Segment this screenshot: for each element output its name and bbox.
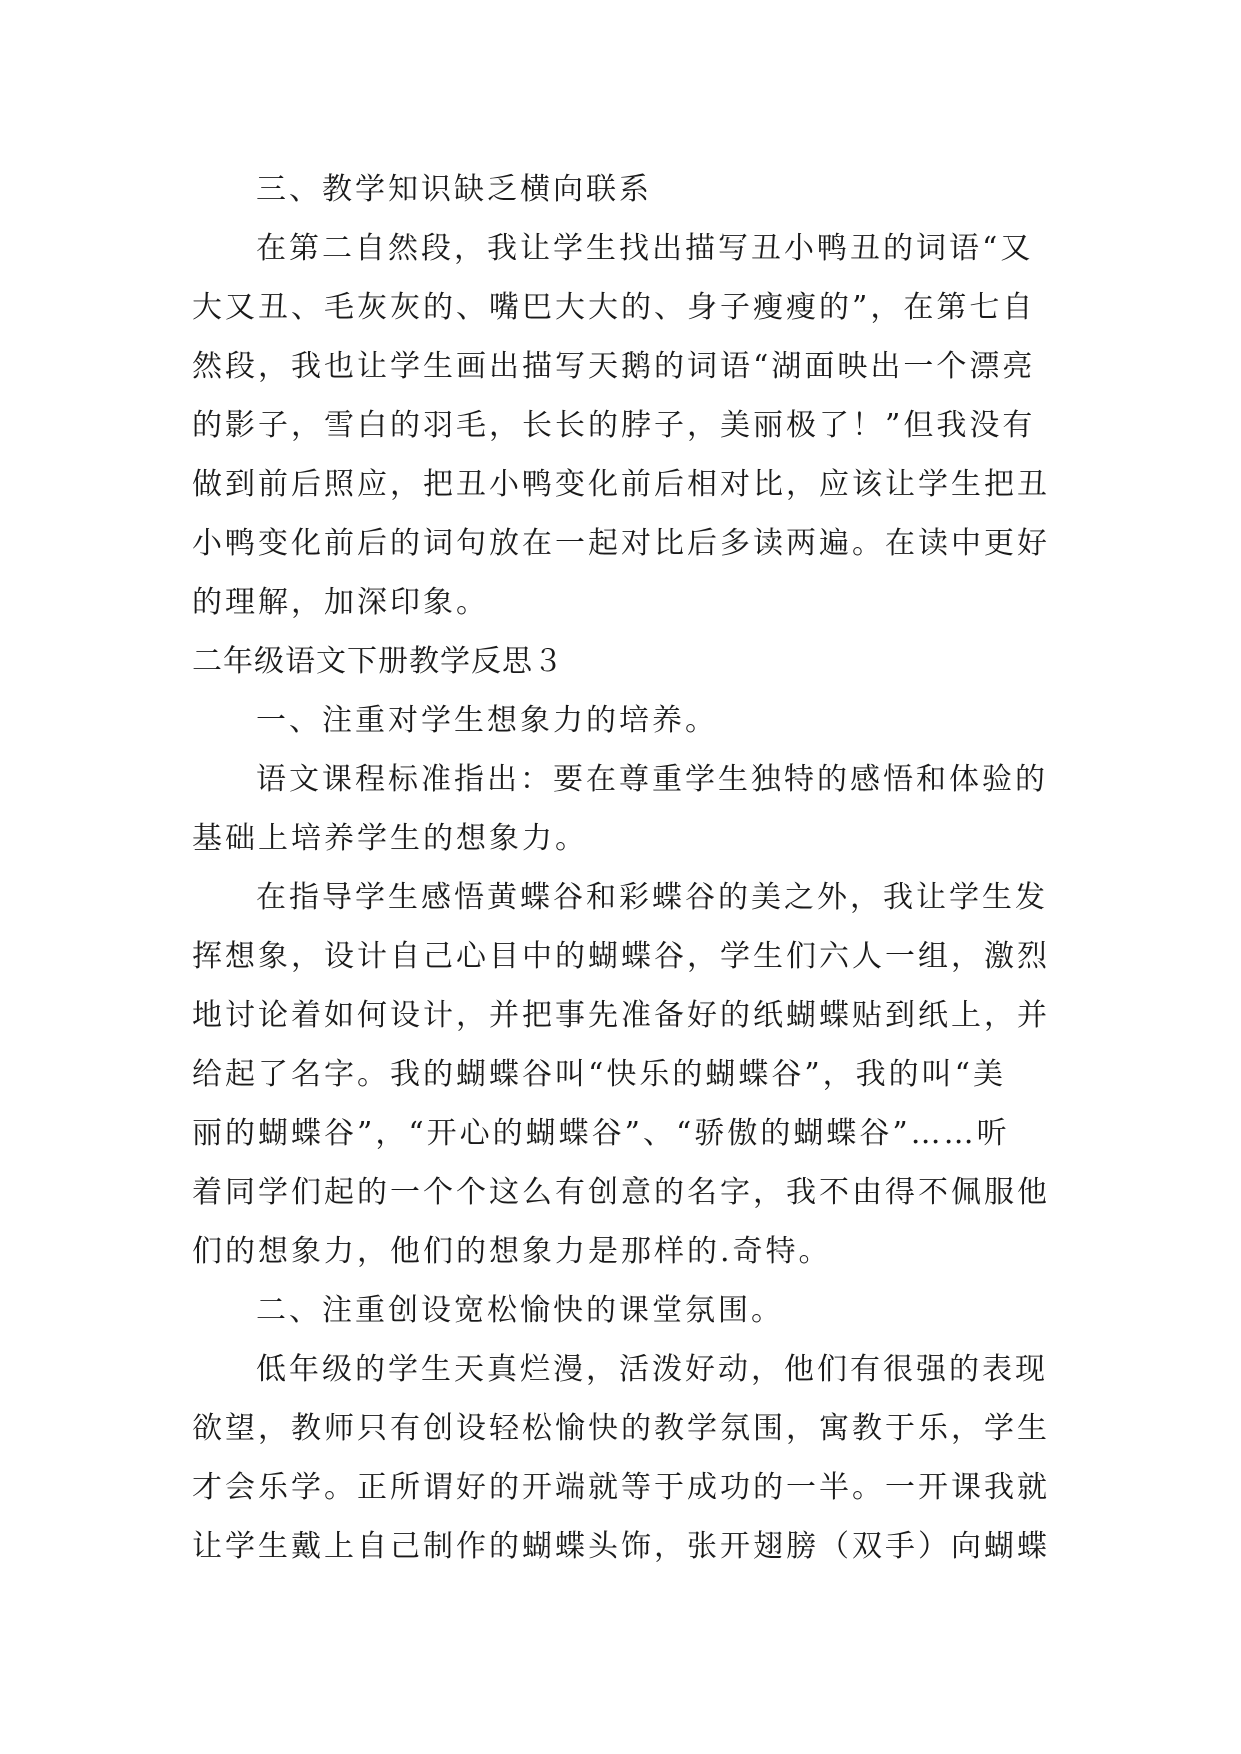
paragraph-line: 挥想象，设计自己心目中的蝴蝶谷，学生们六人一组，激烈 xyxy=(192,939,1050,974)
section-heading: 二、注重创设宽松愉快的课堂氛围。 xyxy=(256,1293,784,1328)
paragraph-line: 基础上培养学生的想象力。 xyxy=(192,821,588,856)
paragraph-line: 给起了名字。我的蝴蝶谷叫“快乐的蝴蝶谷”，我的叫“美 xyxy=(192,1057,1007,1092)
paragraph-line: 低年级的学生天真烂漫，活泼好动，他们有很强的表现 xyxy=(256,1352,1048,1387)
paragraph-line: 地讨论着如何设计，并把事先准备好的纸蝴蝶贴到纸上，并 xyxy=(192,998,1050,1033)
paragraph-line: 的理解，加深印象。 xyxy=(192,585,489,620)
paragraph-line: 们的想象力，他们的想象力是那样的.奇特。 xyxy=(192,1234,832,1269)
paragraph-line: 小鸭变化前后的词句放在一起对比后多读两遍。在读中更好 xyxy=(192,526,1050,561)
paragraph-line: 语文课程标准指出：要在尊重学生独特的感悟和体验的 xyxy=(256,762,1048,797)
paragraph-line: 在第二自然段，我让学生找出描写丑小鸭丑的词语“又 xyxy=(256,231,1034,266)
paragraph-line: 大又丑、毛灰灰的、嘴巴大大的、身子瘦瘦的”，在第七自 xyxy=(192,290,1036,325)
section-heading: 一、注重对学生想象力的培养。 xyxy=(256,703,718,738)
document-body xyxy=(192,160,1052,1576)
paragraph-line: 的影子，雪白的羽毛，长长的脖子，美丽极了！”但我没有 xyxy=(192,408,1036,443)
paragraph-line: 做到前后照应，把丑小鸭变化前后相对比，应该让学生把丑 xyxy=(192,467,1050,502)
document-title: 二年级语文下册教学反思３ xyxy=(192,644,564,679)
paragraph-line: 在指导学生感悟黄蝶谷和彩蝶谷的美之外，我让学生发 xyxy=(256,880,1048,915)
paragraph-line: 欲望，教师只有创设轻松愉快的教学氛围，寓教于乐，学生 xyxy=(192,1411,1050,1446)
paragraph-line: 丽的蝴蝶谷”，“开心的蝴蝶谷”、“骄傲的蝴蝶谷”……听 xyxy=(192,1116,1010,1151)
paragraph-line: 才会乐学。正所谓好的开端就等于成功的一半。一开课我就 xyxy=(192,1470,1050,1505)
section-heading: 三、教学知识缺乏横向联系 xyxy=(256,172,652,207)
paragraph-line: 然段，我也让学生画出描写天鹅的词语“湖面映出一个漂亮 xyxy=(192,349,1036,384)
paragraph-line: 着同学们起的一个个这么有创意的名字，我不由得不佩服他 xyxy=(192,1175,1050,1210)
paragraph-line: 让学生戴上自己制作的蝴蝶头饰，张开翅膀（双手）向蝴蝶 xyxy=(192,1529,1050,1564)
